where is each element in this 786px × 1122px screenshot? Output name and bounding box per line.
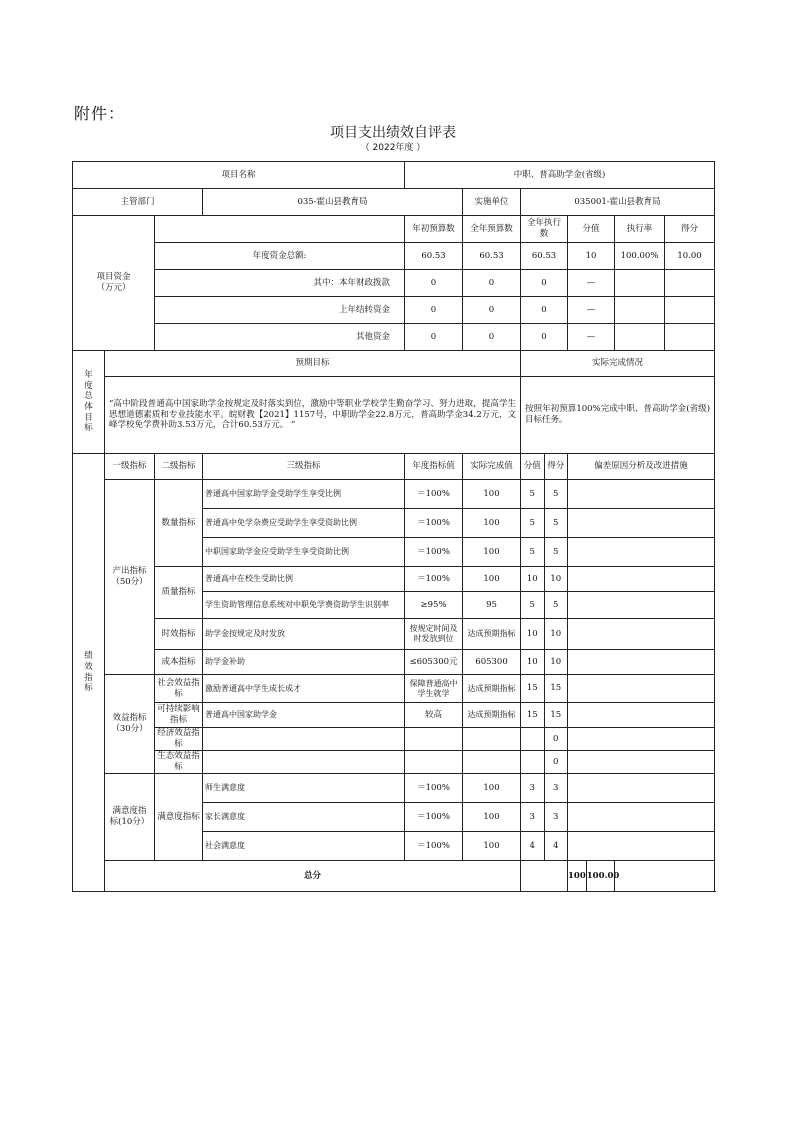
- target-value: ＝100%: [405, 774, 463, 803]
- score-weight: 10: [521, 650, 545, 674]
- funds-cell-split: [615, 297, 715, 324]
- level3-indicator: 普通高中免学杂费应受助学生享受资助比例: [203, 509, 405, 538]
- score-split: [521, 774, 568, 803]
- perf-header: 实际完成值: [463, 454, 521, 480]
- actual-value: 100: [463, 480, 521, 509]
- deviation-reason: [568, 774, 715, 803]
- actual-value: 达成预期指标: [463, 619, 521, 650]
- attachment-label: 附件：: [74, 104, 126, 123]
- funds-label: 项目资金 （万元）: [73, 216, 155, 351]
- funds-cell: [665, 270, 714, 296]
- actual-completion-text: 按照年初预算100%完成中职、普高助学金(省级)目标任务。: [521, 377, 715, 454]
- actual-value: [463, 751, 521, 774]
- funds-cell: 60.53: [463, 243, 521, 270]
- funds-cell: —: [568, 270, 615, 297]
- perf-header-split: [521, 454, 568, 480]
- target-value: ＝100%: [405, 480, 463, 509]
- perf-label: 绩 效 指 标: [73, 454, 105, 892]
- level2-satisfaction: 满意度指标: [155, 774, 203, 861]
- total-remarks: [615, 861, 715, 892]
- funds-row-name: 其他资金: [155, 324, 405, 351]
- score-got: 5: [553, 546, 559, 557]
- deviation-reason: [568, 803, 715, 832]
- expected-goal-text: “高中阶段普通高中国家助学金按规定及时落实到位，激励中等职业学校学生勤奋学习、努力进取，提高学生思想道德素质和专业技能水平。皖财教【2021】1157号，中职助学金22.8万元，普高助学金34.2万元，文峰学校免学费补助3.53万元，合计60.53万元。 ”: [105, 377, 521, 454]
- score-weight: 10: [521, 619, 545, 649]
- funds-cell: [615, 324, 665, 350]
- deviation-reason: [568, 675, 715, 703]
- level3-indicator: 学生资助管理信息系统对中职免学费资助学生识别率: [203, 592, 405, 619]
- project-name-value: 中职、普高助学金(省级): [405, 162, 715, 189]
- total-weight: 100: [568, 861, 587, 891]
- page-title: 项目支出绩效自评表: [330, 125, 456, 141]
- target-value: [405, 728, 463, 751]
- perf-header: 分值: [521, 454, 545, 479]
- level2-cost: 成本指标: [155, 650, 203, 675]
- funds-cell: 0: [405, 297, 463, 324]
- project-name-label: 项目名称: [73, 162, 405, 189]
- score-split: [521, 803, 568, 832]
- target-value: ＝100%: [405, 567, 463, 592]
- score-split: [521, 728, 568, 751]
- score-got: 10: [550, 573, 562, 584]
- funds-cell: [665, 324, 714, 350]
- deviation-reason: [568, 650, 715, 675]
- score-got: 3: [553, 782, 559, 793]
- funds-cell: 0: [463, 297, 521, 324]
- funds-cell: [615, 270, 665, 296]
- actual-value: [463, 728, 521, 751]
- level3-indicator: 普通高中国家助学金受助学生享受比例: [203, 480, 405, 509]
- funds-cell: 0: [405, 324, 463, 351]
- total-score-split: [568, 861, 620, 892]
- target-value: ≥95%: [405, 592, 463, 619]
- score-weight: [521, 751, 545, 773]
- actual-value: 100: [463, 538, 521, 567]
- level3-indicator: 中职国家助学金应受助学生享受资助比例: [203, 538, 405, 567]
- funds-header: 得分: [681, 223, 699, 234]
- target-value: ＝100%: [405, 509, 463, 538]
- target-value: ≤605300元: [405, 650, 463, 675]
- target-value: ＝100%: [405, 832, 463, 861]
- score-weight: 5: [521, 592, 545, 618]
- expected-goal-header: 预期目标: [105, 351, 521, 377]
- funds-header: 执行率: [615, 216, 665, 242]
- total-blank: [521, 861, 568, 892]
- score-split: [521, 751, 568, 774]
- score-split: [521, 675, 568, 703]
- level1-output: 产出指标 （50分）: [105, 480, 155, 675]
- score-split: [521, 538, 568, 567]
- funds-cell: 60.53: [405, 243, 463, 270]
- target-value: 较高: [405, 703, 463, 728]
- funds-header: 全年预算数: [463, 216, 521, 243]
- score-got: 0: [553, 756, 559, 767]
- level2-quality: 质量指标: [155, 567, 203, 619]
- score-got: 10: [550, 628, 562, 639]
- level2-quantity: 数量指标: [155, 480, 203, 567]
- deviation-reason: [568, 751, 715, 774]
- target-value: ＝100%: [405, 538, 463, 567]
- deviation-reason: [568, 619, 715, 650]
- funds-cell: —: [568, 297, 615, 324]
- level3-indicator: 普通高中国家助学金: [203, 703, 405, 728]
- score-got: 15: [550, 683, 562, 694]
- score-weight: 15: [521, 703, 545, 727]
- deviation-reason: [568, 509, 715, 538]
- level2-sustainable-impact: 可持续影响指标: [155, 703, 203, 728]
- actual-value: 达成预期指标: [463, 703, 521, 728]
- deviation-reason: [568, 703, 715, 728]
- funds-cell: 60.53: [521, 243, 568, 270]
- funds-cell-split: [615, 243, 715, 270]
- funds-header-blank: [155, 216, 405, 243]
- score-weight: 3: [521, 803, 545, 831]
- level3-indicator: 助学金补助: [203, 650, 405, 675]
- target-value: 按规定时间及时发放到位: [405, 619, 463, 650]
- deviation-reason: [568, 480, 715, 509]
- deviation-reason: [568, 728, 715, 751]
- actual-value: 100: [463, 509, 521, 538]
- actual-value: 100: [463, 567, 521, 592]
- actual-completion-header: 实际完成情况: [521, 351, 715, 377]
- score-split: [521, 703, 568, 728]
- level3-indicator: [203, 751, 405, 774]
- deviation-reason: [568, 592, 715, 619]
- score-got: 5: [553, 599, 559, 610]
- score-weight: [521, 728, 545, 750]
- impl-value: 035001-霍山县教育局: [521, 189, 715, 216]
- score-got: 4: [553, 840, 559, 851]
- level3-indicator: 社会满意度: [203, 832, 405, 861]
- level2-ecological-benefit: 生态效益指标: [155, 751, 203, 774]
- actual-value: 达成预期指标: [463, 675, 521, 703]
- deviation-reason: [568, 538, 715, 567]
- level2-timeliness: 时效指标: [155, 619, 203, 650]
- score-weight: 5: [521, 480, 545, 508]
- score-got: 10: [550, 656, 562, 667]
- perf-header: 二级指标: [155, 454, 203, 480]
- actual-value: 95: [463, 592, 521, 619]
- level2-social-benefit: 社会效益指标: [155, 675, 203, 703]
- perf-header: 年度指标值: [405, 454, 463, 480]
- level3-indicator: 助学金按规定及时发放: [203, 619, 405, 650]
- target-value: 保障普通高中学生就学: [405, 675, 463, 703]
- dept-label: 主管部门: [73, 189, 203, 216]
- level3-indicator: 家长满意度: [203, 803, 405, 832]
- actual-value: 605300: [463, 650, 521, 675]
- score-split: [521, 832, 568, 861]
- score-split: [521, 480, 568, 509]
- score-split: [521, 650, 568, 675]
- target-value: [405, 751, 463, 774]
- funds-cell: 0: [521, 324, 568, 351]
- actual-value: 100: [463, 774, 521, 803]
- actual-value: 100: [463, 803, 521, 832]
- funds-cell: 10.00: [677, 250, 702, 261]
- funds-cell: 0: [463, 270, 521, 297]
- score-split: [521, 592, 568, 619]
- self-evaluation-table: [72, 161, 715, 892]
- deviation-reason: [568, 832, 715, 861]
- impl-label: 实施单位: [463, 189, 521, 216]
- perf-header: 得分: [547, 461, 565, 472]
- funds-cell: [665, 297, 714, 323]
- funds-row-name: 上年结转资金: [155, 297, 405, 324]
- goals-label: 年 度 总 体 目 标: [73, 351, 105, 454]
- funds-cell-split: [615, 270, 715, 297]
- dept-value: 035-霍山县教育局: [203, 189, 463, 216]
- level3-indicator: [203, 728, 405, 751]
- level3-indicator: 普通高中在校生受助比例: [203, 567, 405, 592]
- funds-cell: —: [568, 324, 615, 351]
- funds-row-name: 其中：本年财政拨款: [155, 270, 405, 297]
- funds-header: 全年执行数: [521, 216, 568, 243]
- deviation-reason: [568, 567, 715, 592]
- score-weight: 4: [521, 832, 545, 860]
- score-split: [521, 509, 568, 538]
- level1-satisfaction: 满意度指 标(10分）: [105, 774, 155, 861]
- year-label: （ 2022年度 ）: [360, 143, 426, 153]
- level2-economic-benefit: 经济效益指标: [155, 728, 203, 751]
- score-got: 0: [553, 733, 559, 744]
- funds-cell: 0: [521, 297, 568, 324]
- funds-header: 年初预算数: [405, 216, 463, 243]
- funds-header: 分值: [568, 216, 615, 243]
- score-split: [521, 567, 568, 592]
- score-got: 15: [550, 709, 562, 720]
- perf-header: 一级指标: [105, 454, 155, 480]
- level3-indicator: 激励普通高中学生成长成才: [203, 675, 405, 703]
- funds-cell: 0: [463, 324, 521, 351]
- score-weight: 10: [521, 567, 545, 591]
- target-value: ＝100%: [405, 803, 463, 832]
- funds-cell: 10: [568, 243, 615, 270]
- funds-cell: 0: [405, 270, 463, 297]
- score-weight: 15: [521, 675, 545, 702]
- funds-cell: 0: [521, 270, 568, 297]
- level3-indicator: 师生满意度: [203, 774, 405, 803]
- funds-row-name: 年度资金总额:: [155, 243, 405, 270]
- funds-cell: [615, 297, 665, 323]
- funds-cell-split: [615, 324, 715, 351]
- funds-header-split: [615, 216, 715, 243]
- perf-header: 偏差原因分析及改进措施: [568, 454, 715, 480]
- score-got: 5: [553, 517, 559, 528]
- score-weight: 5: [521, 509, 545, 537]
- score-got: 3: [553, 811, 559, 822]
- level1-benefit: 效益指标 （30分）: [105, 675, 155, 774]
- perf-header: 三级指标: [203, 454, 405, 480]
- total-score: 100.00: [586, 870, 620, 881]
- score-got: 5: [553, 488, 559, 499]
- funds-cell: 100.00%: [615, 243, 665, 269]
- score-split: [521, 619, 568, 650]
- score-weight: 3: [521, 774, 545, 802]
- total-label: 总分: [105, 861, 521, 892]
- score-weight: 5: [521, 538, 545, 566]
- actual-value: 100: [463, 832, 521, 861]
